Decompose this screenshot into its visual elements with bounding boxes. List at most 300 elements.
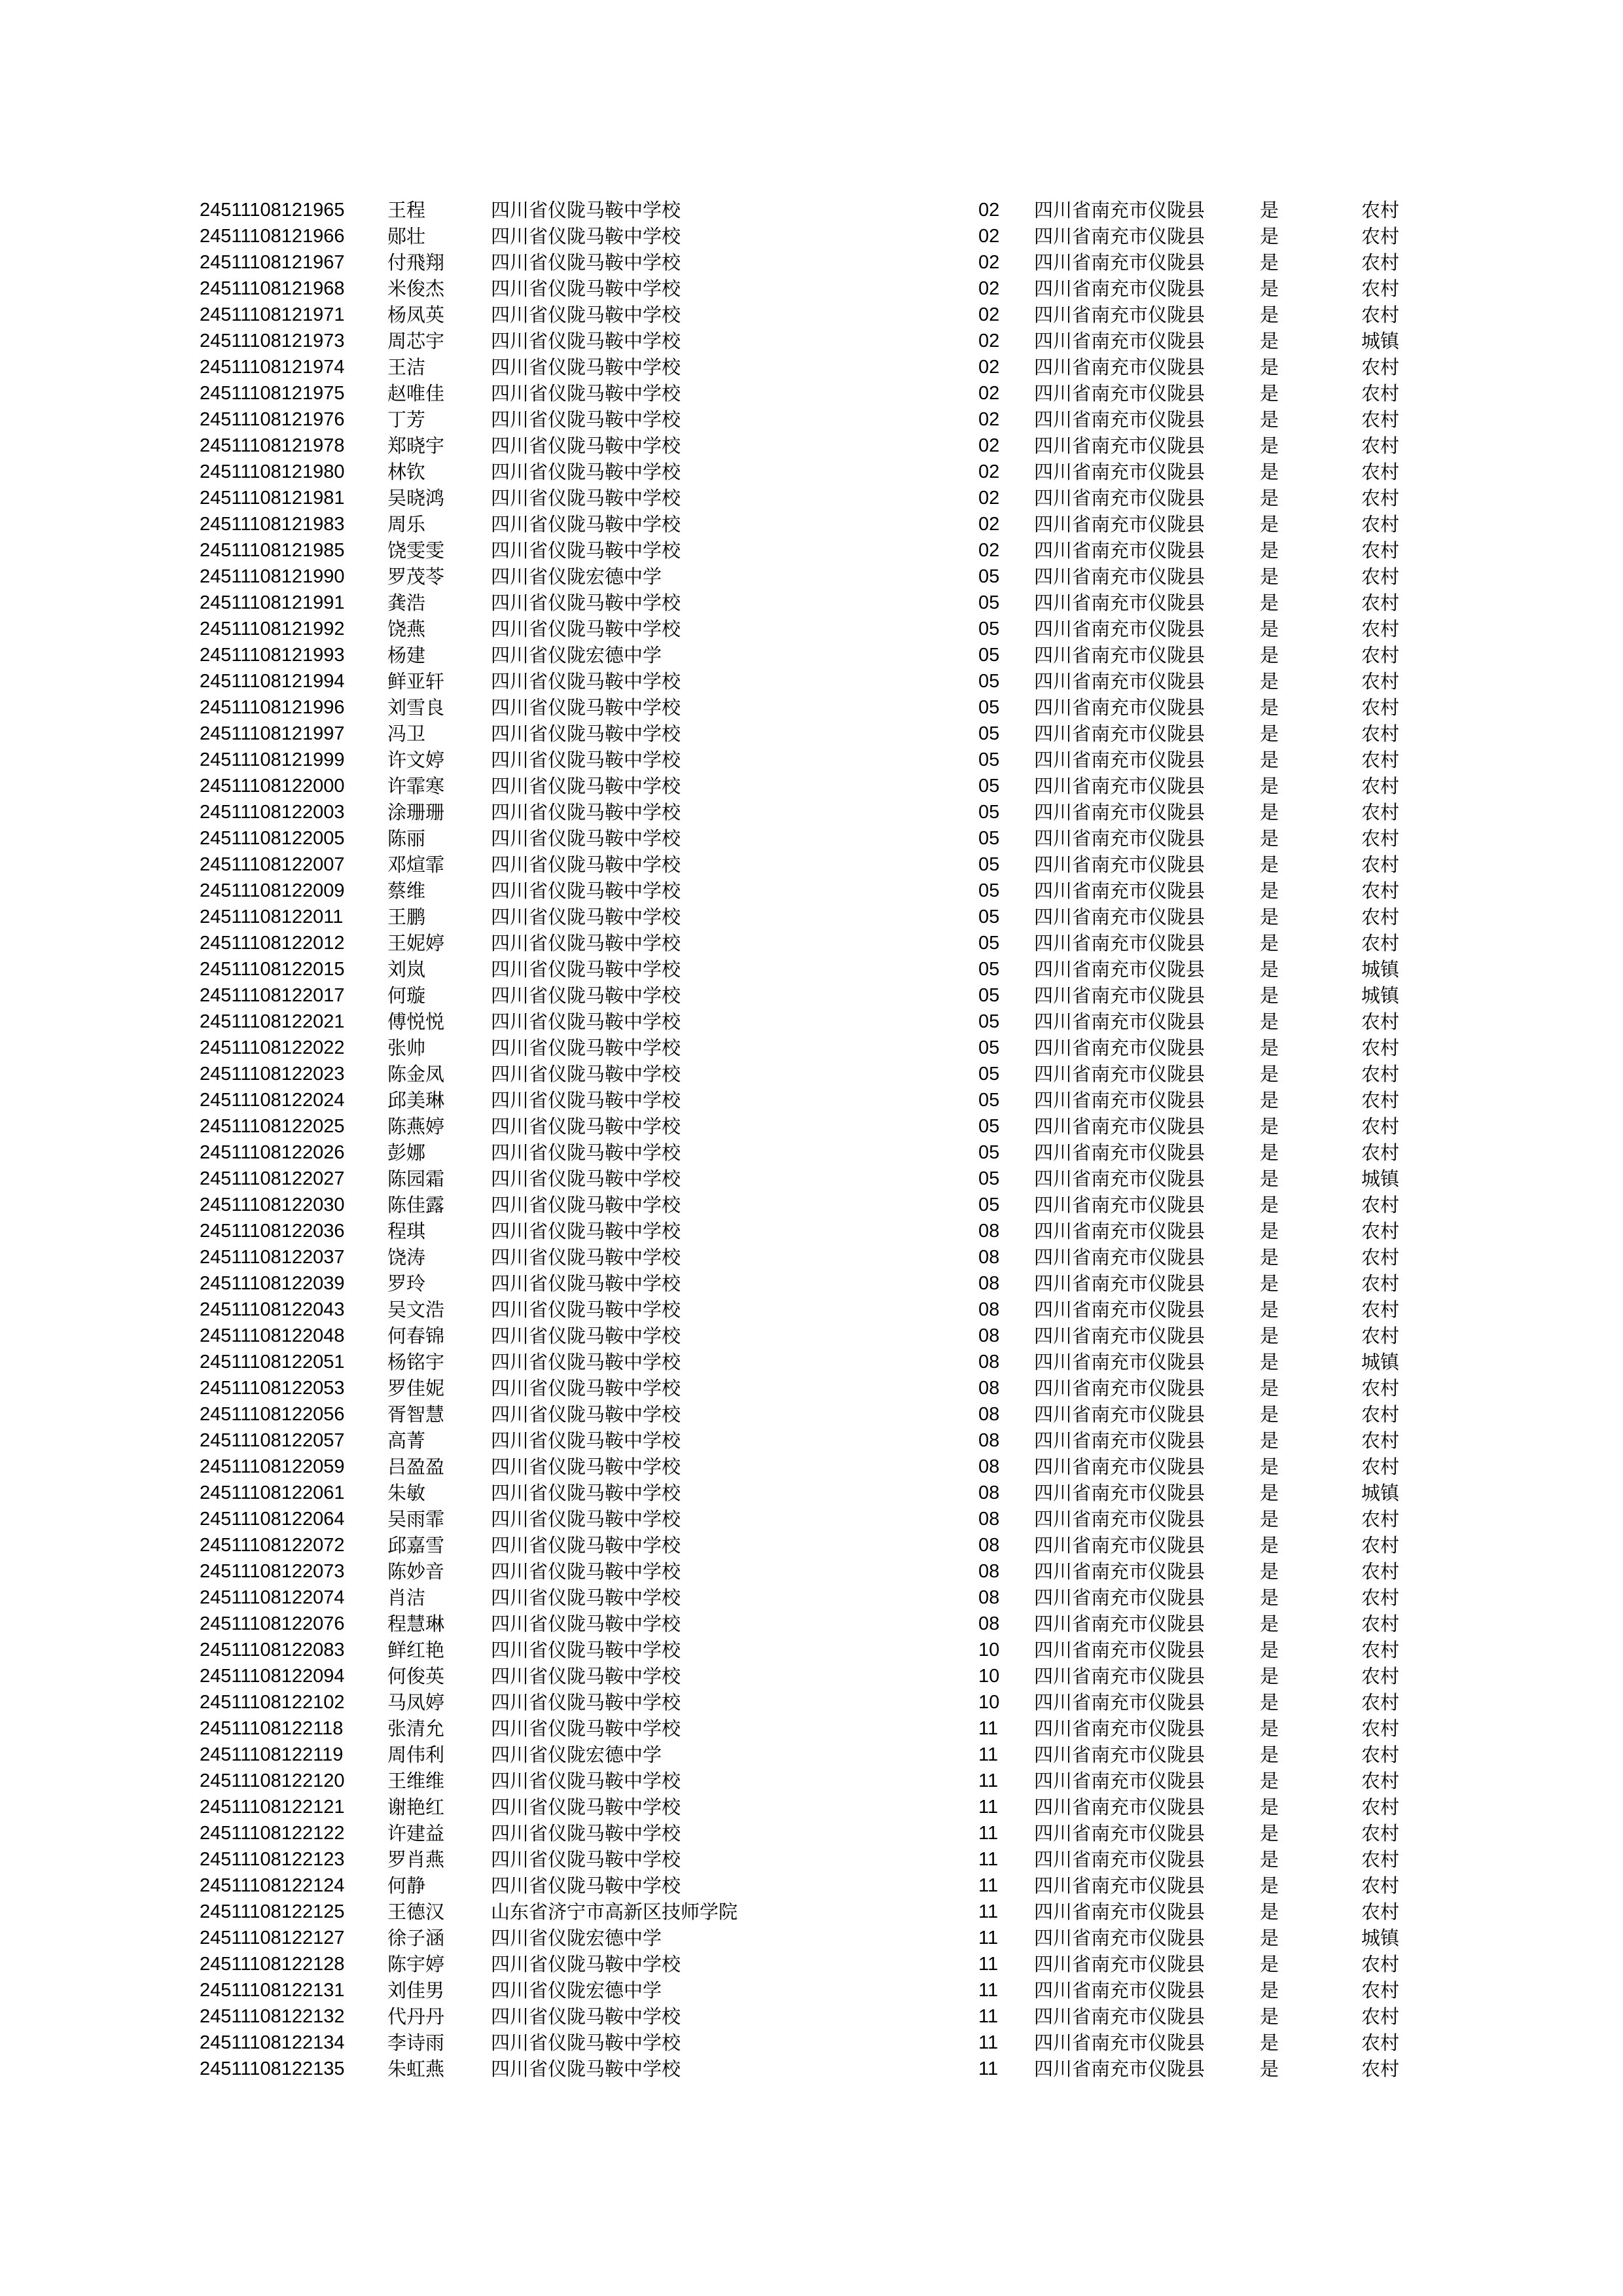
exam-number-cell: 24511108122024 xyxy=(200,1090,345,1111)
table-row xyxy=(200,1532,1443,1558)
student-name-cell: 邓煊霏 xyxy=(387,853,445,876)
class-code-cell: 11 xyxy=(978,1797,999,1818)
region-cell: 四川省南充市仪陇县 xyxy=(1034,958,1205,980)
student-name-cell: 王维维 xyxy=(387,1770,445,1792)
region-cell: 四川省南充市仪陇县 xyxy=(1034,1037,1205,1059)
student-name-cell: 饶雯雯 xyxy=(387,539,445,562)
exam-number-cell: 24511108122074 xyxy=(200,1587,345,1608)
student-name-cell: 罗肖燕 xyxy=(387,1848,445,1871)
student-name-cell: 周伟利 xyxy=(387,1744,445,1766)
exam-number-cell: 24511108121981 xyxy=(200,488,345,509)
student-name-cell: 杨凤英 xyxy=(387,304,445,326)
residence-type-cell: 农村 xyxy=(1361,1377,1400,1399)
class-code-cell: 05 xyxy=(978,671,1000,692)
exam-number-cell: 24511108122037 xyxy=(200,1247,345,1268)
table-row xyxy=(200,380,1443,406)
class-code-cell: 11 xyxy=(978,1849,999,1870)
table-row xyxy=(200,406,1443,433)
class-code-cell: 05 xyxy=(978,854,1000,875)
table-row xyxy=(200,302,1443,328)
flag-cell: 是 xyxy=(1260,1508,1279,1530)
residence-type-cell: 农村 xyxy=(1361,1456,1400,1478)
residence-type-cell: 农村 xyxy=(1361,487,1400,509)
region-cell: 四川省南充市仪陇县 xyxy=(1034,932,1205,954)
flag-cell: 是 xyxy=(1260,1796,1279,1818)
student-name-cell: 张帅 xyxy=(387,1037,426,1059)
region-cell: 四川省南充市仪陇县 xyxy=(1034,304,1205,326)
residence-type-cell: 农村 xyxy=(1361,2058,1400,2080)
residence-type-cell: 农村 xyxy=(1361,1063,1400,1085)
table-row xyxy=(200,1925,1443,1951)
table-row xyxy=(200,904,1443,930)
student-name-cell: 刘岚 xyxy=(387,958,426,980)
residence-type-cell: 农村 xyxy=(1361,1115,1400,1138)
flag-cell: 是 xyxy=(1260,1168,1279,1190)
exam-number-cell: 24511108122023 xyxy=(200,1064,345,1085)
flag-cell: 是 xyxy=(1260,1194,1279,1216)
class-code-cell: 11 xyxy=(978,1718,999,1739)
region-cell: 四川省南充市仪陇县 xyxy=(1034,696,1205,719)
residence-type-cell: 农村 xyxy=(1361,356,1400,378)
exam-number-cell: 24511108121980 xyxy=(200,461,345,482)
exam-number-cell: 24511108121968 xyxy=(200,278,345,299)
residence-type-cell: 农村 xyxy=(1361,382,1400,404)
flag-cell: 是 xyxy=(1260,1979,1279,2001)
table-row xyxy=(200,694,1443,721)
exam-number-cell: 24511108122128 xyxy=(200,1954,345,1975)
class-code-cell: 11 xyxy=(978,1954,999,1975)
flag-cell: 是 xyxy=(1260,906,1279,928)
class-code-cell: 08 xyxy=(978,1404,1000,1425)
exam-number-cell: 24511108122076 xyxy=(200,1613,345,1634)
class-code-cell: 11 xyxy=(978,2032,999,2053)
flag-cell: 是 xyxy=(1260,1141,1279,1164)
class-code-cell: 08 xyxy=(978,1535,1000,1556)
class-code-cell: 05 xyxy=(978,933,1000,954)
flag-cell: 是 xyxy=(1260,932,1279,954)
school-name-cell: 四川省仪陇马鞍中学校 xyxy=(491,1560,681,1583)
table-row xyxy=(200,485,1443,511)
flag-cell: 是 xyxy=(1260,1874,1279,1897)
student-name-cell: 郑晓宇 xyxy=(387,435,445,457)
region-cell: 四川省南充市仪陇县 xyxy=(1034,1011,1205,1033)
residence-type-cell: 农村 xyxy=(1361,827,1400,850)
student-name-cell: 陈金凤 xyxy=(387,1063,445,1085)
school-name-cell: 四川省仪陇马鞍中学校 xyxy=(491,1351,681,1373)
student-name-cell: 许建益 xyxy=(387,1822,445,1844)
table-row xyxy=(200,1820,1443,1846)
exam-number-cell: 24511108122123 xyxy=(200,1849,345,1870)
flag-cell: 是 xyxy=(1260,1613,1279,1635)
exam-number-cell: 24511108121999 xyxy=(200,749,345,770)
region-cell: 四川省南充市仪陇县 xyxy=(1034,1508,1205,1530)
residence-type-cell: 农村 xyxy=(1361,906,1400,928)
school-name-cell: 四川省仪陇马鞍中学校 xyxy=(491,775,681,797)
residence-type-cell: 农村 xyxy=(1361,304,1400,326)
school-name-cell: 四川省仪陇马鞍中学校 xyxy=(491,1037,681,1059)
school-name-cell: 四川省仪陇马鞍中学校 xyxy=(491,1822,681,1844)
table-row xyxy=(200,2030,1443,2056)
student-name-cell: 陈园霜 xyxy=(387,1168,445,1190)
residence-type-cell: 农村 xyxy=(1361,1979,1400,2001)
exam-number-cell: 24511108122030 xyxy=(200,1194,345,1215)
region-cell: 四川省南充市仪陇县 xyxy=(1034,2058,1205,2080)
region-cell: 四川省南充市仪陇县 xyxy=(1034,1429,1205,1452)
table-row xyxy=(200,1349,1443,1375)
student-name-cell: 饶燕 xyxy=(387,618,426,640)
region-cell: 四川省南充市仪陇县 xyxy=(1034,2032,1205,2054)
table-row xyxy=(200,1323,1443,1349)
flag-cell: 是 xyxy=(1260,199,1279,221)
flag-cell: 是 xyxy=(1260,1665,1279,1687)
table-row xyxy=(200,511,1443,537)
residence-type-cell: 农村 xyxy=(1361,670,1400,692)
exam-number-cell: 24511108122057 xyxy=(200,1430,345,1451)
student-name-cell: 王程 xyxy=(387,199,426,221)
region-cell: 四川省南充市仪陇县 xyxy=(1034,853,1205,876)
school-name-cell: 四川省仪陇马鞍中学校 xyxy=(491,1456,681,1478)
residence-type-cell: 农村 xyxy=(1361,1272,1400,1295)
region-cell: 四川省南充市仪陇县 xyxy=(1034,1979,1205,2001)
student-name-cell: 胥智慧 xyxy=(387,1403,445,1426)
student-name-cell: 陈妙音 xyxy=(387,1560,445,1583)
student-name-cell: 罗玲 xyxy=(387,1272,426,1295)
school-name-cell: 四川省仪陇马鞍中学校 xyxy=(491,199,681,221)
residence-type-cell: 农村 xyxy=(1361,853,1400,876)
residence-type-cell: 农村 xyxy=(1361,1220,1400,1242)
class-code-cell: 08 xyxy=(978,1273,1000,1294)
class-code-cell: 02 xyxy=(978,226,1000,247)
table-row xyxy=(200,1794,1443,1820)
school-name-cell: 四川省仪陇马鞍中学校 xyxy=(491,1534,681,1556)
exam-number-cell: 24511108121996 xyxy=(200,697,345,718)
flag-cell: 是 xyxy=(1260,278,1279,300)
student-name-cell: 徐子涵 xyxy=(387,1927,445,1949)
residence-type-cell: 农村 xyxy=(1361,1141,1400,1164)
exam-number-cell: 24511108121975 xyxy=(200,383,345,404)
flag-cell: 是 xyxy=(1260,723,1279,745)
flag-cell: 是 xyxy=(1260,2058,1279,2080)
flag-cell: 是 xyxy=(1260,487,1279,509)
table-row xyxy=(200,197,1443,223)
table-row xyxy=(200,1480,1443,1506)
student-name-cell: 吴文浩 xyxy=(387,1299,445,1321)
table-row xyxy=(200,799,1443,825)
table-row xyxy=(200,1009,1443,1035)
class-code-cell: 08 xyxy=(978,1221,1000,1242)
student-name-cell: 鲜红艳 xyxy=(387,1639,445,1661)
school-name-cell: 四川省仪陇马鞍中学校 xyxy=(491,1011,681,1033)
table-row xyxy=(200,1061,1443,1087)
school-name-cell: 四川省仪陇马鞍中学校 xyxy=(491,827,681,850)
region-cell: 四川省南充市仪陇县 xyxy=(1034,1534,1205,1556)
school-name-cell: 四川省仪陇宏德中学 xyxy=(491,1979,662,2001)
flag-cell: 是 xyxy=(1260,801,1279,823)
exam-number-cell: 24511108122053 xyxy=(200,1378,345,1399)
school-name-cell: 四川省仪陇马鞍中学校 xyxy=(491,670,681,692)
class-code-cell: 05 xyxy=(978,906,1000,927)
residence-type-cell: 农村 xyxy=(1361,513,1400,535)
student-name-cell: 周乐 xyxy=(387,513,426,535)
student-name-cell: 陈丽 xyxy=(387,827,426,850)
residence-type-cell: 城镇 xyxy=(1361,1482,1400,1504)
table-row xyxy=(200,1742,1443,1768)
region-cell: 四川省南充市仪陇县 xyxy=(1034,1901,1205,1923)
student-name-cell: 龚浩 xyxy=(387,592,426,614)
residence-type-cell: 农村 xyxy=(1361,1822,1400,1844)
school-name-cell: 四川省仪陇马鞍中学校 xyxy=(491,1482,681,1504)
school-name-cell: 四川省仪陇马鞍中学校 xyxy=(491,696,681,719)
student-name-cell: 马凤婷 xyxy=(387,1691,445,1713)
flag-cell: 是 xyxy=(1260,539,1279,562)
class-code-cell: 05 xyxy=(978,1194,1000,1215)
residence-type-cell: 城镇 xyxy=(1361,330,1400,352)
exam-number-cell: 24511108122000 xyxy=(200,776,345,797)
exam-number-cell: 24511108122043 xyxy=(200,1299,345,1320)
flag-cell: 是 xyxy=(1260,1089,1279,1111)
table-row xyxy=(200,1611,1443,1637)
region-cell: 四川省南充市仪陇县 xyxy=(1034,1063,1205,1085)
residence-type-cell: 农村 xyxy=(1361,1246,1400,1268)
region-cell: 四川省南充市仪陇县 xyxy=(1034,1613,1205,1635)
exam-number-cell: 24511108122102 xyxy=(200,1692,345,1713)
table-row xyxy=(200,1899,1443,1925)
flag-cell: 是 xyxy=(1260,880,1279,902)
region-cell: 四川省南充市仪陇县 xyxy=(1034,1299,1205,1321)
class-code-cell: 02 xyxy=(978,383,1000,404)
exam-number-cell: 24511108122135 xyxy=(200,2058,345,2079)
school-name-cell: 四川省仪陇马鞍中学校 xyxy=(491,1403,681,1426)
exam-number-cell: 24511108122122 xyxy=(200,1823,345,1844)
table-row xyxy=(200,564,1443,590)
exam-number-cell: 24511108122009 xyxy=(200,880,345,901)
class-code-cell: 08 xyxy=(978,1325,1000,1346)
residence-type-cell: 农村 xyxy=(1361,1770,1400,1792)
flag-cell: 是 xyxy=(1260,775,1279,797)
flag-cell: 是 xyxy=(1260,1639,1279,1661)
region-cell: 四川省南充市仪陇县 xyxy=(1034,1717,1205,1740)
class-code-cell: 02 xyxy=(978,514,1000,535)
class-code-cell: 05 xyxy=(978,1090,1000,1111)
table-row xyxy=(200,1663,1443,1689)
class-code-cell: 08 xyxy=(978,1352,1000,1372)
school-name-cell: 四川省仪陇马鞍中学校 xyxy=(491,1299,681,1321)
region-cell: 四川省南充市仪陇县 xyxy=(1034,984,1205,1007)
exam-number-cell: 24511108122048 xyxy=(200,1325,345,1346)
school-name-cell: 四川省仪陇宏德中学 xyxy=(491,1744,662,1766)
table-row xyxy=(200,956,1443,982)
class-code-cell: 02 xyxy=(978,200,1000,221)
residence-type-cell: 农村 xyxy=(1361,1429,1400,1452)
exam-number-cell: 24511108122127 xyxy=(200,1928,345,1948)
exam-number-cell: 24511108122121 xyxy=(200,1797,345,1818)
flag-cell: 是 xyxy=(1260,1456,1279,1478)
region-cell: 四川省南充市仪陇县 xyxy=(1034,513,1205,535)
flag-cell: 是 xyxy=(1260,382,1279,404)
exam-number-cell: 24511108121971 xyxy=(200,304,345,325)
table-row xyxy=(200,825,1443,852)
school-name-cell: 四川省仪陇马鞍中学校 xyxy=(491,1508,681,1530)
table-row xyxy=(200,1113,1443,1139)
residence-type-cell: 城镇 xyxy=(1361,1927,1400,1949)
table-row xyxy=(200,1506,1443,1532)
student-name-cell: 何俊英 xyxy=(387,1665,445,1687)
flag-cell: 是 xyxy=(1260,1299,1279,1321)
class-code-cell: 05 xyxy=(978,1037,1000,1058)
student-name-cell: 赵唯佳 xyxy=(387,382,445,404)
flag-cell: 是 xyxy=(1260,1770,1279,1792)
class-code-cell: 05 xyxy=(978,697,1000,718)
residence-type-cell: 农村 xyxy=(1361,1508,1400,1530)
residence-type-cell: 农村 xyxy=(1361,1403,1400,1426)
flag-cell: 是 xyxy=(1260,1534,1279,1556)
student-name-cell: 王妮婷 xyxy=(387,932,445,954)
school-name-cell: 四川省仪陇马鞍中学校 xyxy=(491,487,681,509)
school-name-cell: 四川省仪陇马鞍中学校 xyxy=(491,1639,681,1661)
region-cell: 四川省南充市仪陇县 xyxy=(1034,749,1205,771)
flag-cell: 是 xyxy=(1260,304,1279,326)
region-cell: 四川省南充市仪陇县 xyxy=(1034,827,1205,850)
table-row xyxy=(200,590,1443,616)
exam-number-cell: 24511108122039 xyxy=(200,1273,345,1294)
residence-type-cell: 农村 xyxy=(1361,1613,1400,1635)
exam-number-cell: 24511108121974 xyxy=(200,357,345,378)
school-name-cell: 四川省仪陇马鞍中学校 xyxy=(491,1246,681,1268)
table-row xyxy=(200,721,1443,747)
residence-type-cell: 城镇 xyxy=(1361,984,1400,1007)
residence-type-cell: 农村 xyxy=(1361,1194,1400,1216)
flag-cell: 是 xyxy=(1260,1901,1279,1923)
school-name-cell: 四川省仪陇马鞍中学校 xyxy=(491,251,681,274)
region-cell: 四川省南充市仪陇县 xyxy=(1034,1246,1205,1268)
table-row xyxy=(200,773,1443,799)
school-name-cell: 四川省仪陇马鞍中学校 xyxy=(491,461,681,483)
class-code-cell: 05 xyxy=(978,1116,1000,1137)
table-row xyxy=(200,1689,1443,1715)
residence-type-cell: 农村 xyxy=(1361,1587,1400,1609)
residence-type-cell: 农村 xyxy=(1361,1744,1400,1766)
residence-type-cell: 农村 xyxy=(1361,278,1400,300)
student-name-cell: 鲜亚轩 xyxy=(387,670,445,692)
school-name-cell: 四川省仪陇马鞍中学校 xyxy=(491,801,681,823)
region-cell: 四川省南充市仪陇县 xyxy=(1034,670,1205,692)
region-cell: 四川省南充市仪陇县 xyxy=(1034,1115,1205,1138)
table-row xyxy=(200,1951,1443,1977)
class-code-cell: 10 xyxy=(978,1692,1000,1713)
residence-type-cell: 农村 xyxy=(1361,749,1400,771)
class-code-cell: 10 xyxy=(978,1640,1000,1660)
region-cell: 四川省南充市仪陇县 xyxy=(1034,1770,1205,1792)
exam-number-cell: 24511108122011 xyxy=(200,906,344,927)
residence-type-cell: 农村 xyxy=(1361,435,1400,457)
flag-cell: 是 xyxy=(1260,644,1279,666)
table-row xyxy=(200,328,1443,354)
exam-number-cell: 24511108122073 xyxy=(200,1561,345,1582)
flag-cell: 是 xyxy=(1260,1246,1279,1268)
flag-cell: 是 xyxy=(1260,618,1279,640)
region-cell: 四川省南充市仪陇县 xyxy=(1034,382,1205,404)
exam-number-cell: 24511108122017 xyxy=(200,985,345,1006)
residence-type-cell: 农村 xyxy=(1361,408,1400,431)
flag-cell: 是 xyxy=(1260,1325,1279,1347)
flag-cell: 是 xyxy=(1260,1744,1279,1766)
region-cell: 四川省南充市仪陇县 xyxy=(1034,1822,1205,1844)
exam-number-cell: 24511108122015 xyxy=(200,959,345,980)
school-name-cell: 四川省仪陇马鞍中学校 xyxy=(491,1691,681,1713)
table-row xyxy=(200,249,1443,276)
class-code-cell: 05 xyxy=(978,828,1000,849)
student-name-cell: 许霏寒 xyxy=(387,775,445,797)
school-name-cell: 四川省仪陇马鞍中学校 xyxy=(491,2005,681,2028)
region-cell: 四川省南充市仪陇县 xyxy=(1034,1377,1205,1399)
residence-type-cell: 农村 xyxy=(1361,1665,1400,1687)
school-name-cell: 四川省仪陇马鞍中学校 xyxy=(491,408,681,431)
table-row xyxy=(200,537,1443,564)
residence-type-cell: 农村 xyxy=(1361,1325,1400,1347)
student-name-cell: 邱嘉雪 xyxy=(387,1534,445,1556)
residence-type-cell: 农村 xyxy=(1361,2005,1400,2028)
class-code-cell: 05 xyxy=(978,985,1000,1006)
table-row xyxy=(200,1270,1443,1297)
school-name-cell: 四川省仪陇马鞍中学校 xyxy=(491,1613,681,1635)
table-row xyxy=(200,1637,1443,1663)
exam-number-cell: 24511108122072 xyxy=(200,1535,345,1556)
class-code-cell: 02 xyxy=(978,278,1000,299)
school-name-cell: 四川省仪陇马鞍中学校 xyxy=(491,278,681,300)
student-name-cell: 李诗雨 xyxy=(387,2032,445,2054)
flag-cell: 是 xyxy=(1260,408,1279,431)
flag-cell: 是 xyxy=(1260,2005,1279,2028)
region-cell: 四川省南充市仪陇县 xyxy=(1034,1665,1205,1687)
school-name-cell: 四川省仪陇马鞍中学校 xyxy=(491,435,681,457)
student-name-cell: 陈燕婷 xyxy=(387,1115,445,1138)
table-row xyxy=(200,1977,1443,2003)
class-code-cell: 08 xyxy=(978,1378,1000,1399)
class-code-cell: 02 xyxy=(978,540,1000,561)
student-name-cell: 何璇 xyxy=(387,984,426,1007)
student-name-cell: 刘雪良 xyxy=(387,696,445,719)
residence-type-cell: 农村 xyxy=(1361,1874,1400,1897)
residence-type-cell: 农村 xyxy=(1361,932,1400,954)
region-cell: 四川省南充市仪陇县 xyxy=(1034,1220,1205,1242)
region-cell: 四川省南充市仪陇县 xyxy=(1034,1953,1205,1975)
student-name-cell: 何静 xyxy=(387,1874,426,1897)
table-row xyxy=(200,878,1443,904)
exam-number-cell: 24511108122125 xyxy=(200,1901,345,1922)
class-code-cell: 02 xyxy=(978,488,1000,509)
exam-number-cell: 24511108122025 xyxy=(200,1116,345,1137)
school-name-cell: 四川省仪陇马鞍中学校 xyxy=(491,749,681,771)
student-name-cell: 刘佳男 xyxy=(387,1979,445,2001)
student-name-cell: 王德汉 xyxy=(387,1901,445,1923)
student-name-cell: 邱美琳 xyxy=(387,1089,445,1111)
student-name-cell: 王洁 xyxy=(387,356,426,378)
class-code-cell: 05 xyxy=(978,1064,1000,1085)
flag-cell: 是 xyxy=(1260,330,1279,352)
table-row xyxy=(200,616,1443,642)
flag-cell: 是 xyxy=(1260,225,1279,247)
school-name-cell: 四川省仪陇马鞍中学校 xyxy=(491,356,681,378)
flag-cell: 是 xyxy=(1260,984,1279,1007)
class-code-cell: 11 xyxy=(978,2058,999,2079)
student-name-cell: 肖洁 xyxy=(387,1587,426,1609)
class-code-cell: 05 xyxy=(978,880,1000,901)
region-cell: 四川省南充市仪陇县 xyxy=(1034,618,1205,640)
residence-type-cell: 农村 xyxy=(1361,2032,1400,2054)
school-name-cell: 四川省仪陇马鞍中学校 xyxy=(491,1717,681,1740)
residence-type-cell: 农村 xyxy=(1361,225,1400,247)
student-name-cell: 涂珊珊 xyxy=(387,801,445,823)
